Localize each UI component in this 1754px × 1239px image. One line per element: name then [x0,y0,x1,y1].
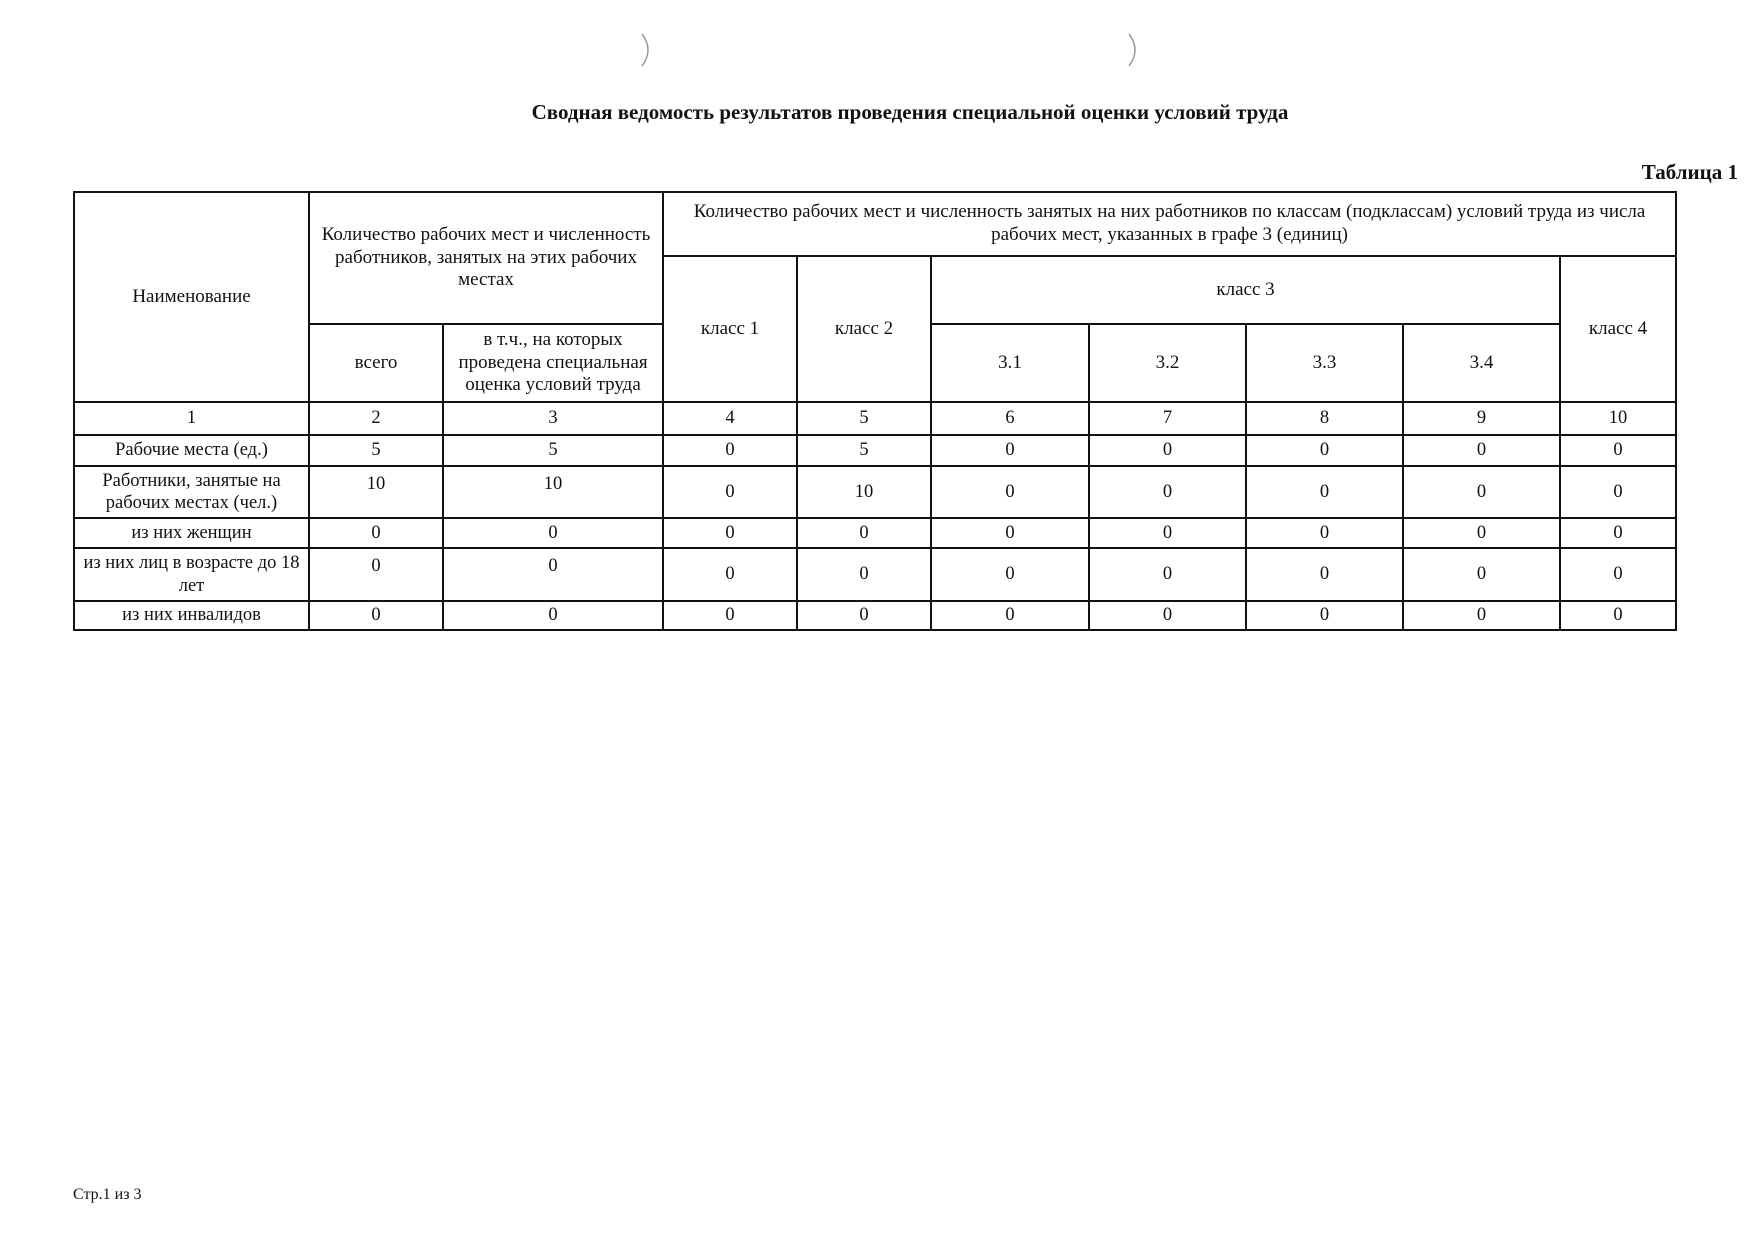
column-number: 2 [309,402,443,435]
table-cell: 0 [443,601,663,630]
column-number: 10 [1560,402,1676,435]
table-cell: 0 [663,548,797,601]
table-cell: 0 [931,601,1089,630]
table-cell: 0 [931,466,1089,518]
table-row [74,518,1676,548]
punch-hole-mark-left [638,30,658,70]
header-subclass-3-3: 3.3 [1246,324,1403,402]
header-class-3: класс 3 [931,256,1560,324]
table-cell: 0 [797,518,931,548]
table-cell: 0 [309,518,443,548]
table-cell: 0 [1403,466,1560,518]
table-cell: 10 [797,466,931,518]
row-name: из них женщин [74,518,309,548]
header-subclass-3-1: 3.1 [931,324,1089,402]
header-class-2: класс 2 [797,256,931,402]
table-cell: 0 [309,548,443,601]
punch-hole-mark-right [1125,30,1145,70]
header-subclass-3-4: 3.4 [1403,324,1560,402]
column-number: 5 [797,402,931,435]
table-cell: 0 [1089,466,1246,518]
column-number: 6 [931,402,1089,435]
table-cell: 0 [1246,435,1403,466]
table-caption: Таблица 1 [1641,160,1738,184]
row-name: из них лиц в возрасте до 18 лет [74,548,309,601]
table-cell: 0 [443,518,663,548]
table-cell: 0 [1089,435,1246,466]
table-cell: 0 [1403,518,1560,548]
table-cell: 0 [1560,518,1676,548]
table-cell: 0 [663,435,797,466]
table-row [74,601,1676,630]
table-cell: 0 [1246,518,1403,548]
table-cell: 0 [1403,601,1560,630]
column-number: 8 [1246,402,1403,435]
table-cell: 0 [443,548,663,601]
column-number: 9 [1403,402,1560,435]
table-cell: 5 [309,435,443,466]
table-cell: 0 [1089,548,1246,601]
table-cell: 0 [1089,601,1246,630]
table-cell: 10 [443,466,663,518]
table-cell: 0 [1403,435,1560,466]
table-cell: 5 [443,435,663,466]
table-cell: 0 [1246,548,1403,601]
header-subclass-3-2: 3.2 [1089,324,1246,402]
document-title: Сводная ведомость результатов проведения специальной оценки условий труда [531,100,1289,124]
table-cell: 5 [797,435,931,466]
header-class-1: класс 1 [663,256,797,402]
header-class-4: класс 4 [1560,256,1676,402]
table-row [74,548,1676,601]
table-cell: 0 [931,435,1089,466]
table-cell: 0 [931,548,1089,601]
table-row [74,466,1676,518]
table-cell: 0 [1560,435,1676,466]
table-cell: 0 [309,601,443,630]
header-count-group: Количество рабочих мест и численность работников, занятых на этих рабочих местах [309,192,663,324]
table-cell: 0 [1403,548,1560,601]
column-number: 4 [663,402,797,435]
page-number: Стр.1 из 3 [73,1186,142,1203]
table-cell: 0 [1246,466,1403,518]
table-cell: 0 [663,601,797,630]
column-number: 7 [1089,402,1246,435]
table-cell: 10 [309,466,443,518]
row-name: из них инвалидов [74,601,309,630]
table-cell: 0 [797,601,931,630]
table-cell: 0 [1560,548,1676,601]
header-name: Наименование [74,192,309,402]
column-number: 3 [443,402,663,435]
header-total: всего [309,324,443,402]
row-name: Работники, занятые на рабочих местах (чел.) [74,466,309,518]
header-assessed: в т.ч., на которых проведена специальная оценка условий труда [443,324,663,402]
column-numbers-row [74,402,1676,435]
table-cell: 0 [1560,601,1676,630]
table-cell: 0 [797,548,931,601]
header-classes-group: Количество рабочих мест и численность занятых на них работников по классам (подклассам) условий труда из числа рабочих мест, указанных в графе 3 (единиц) [663,192,1676,256]
row-name: Рабочие места (ед.) [74,435,309,466]
table-cell: 0 [1089,518,1246,548]
table-cell: 0 [931,518,1089,548]
table-cell: 0 [1246,601,1403,630]
table-cell: 0 [663,466,797,518]
summary-table [73,191,1677,631]
column-number: 1 [74,402,309,435]
table-row [74,435,1676,466]
table-cell: 0 [1560,466,1676,518]
table-cell: 0 [663,518,797,548]
